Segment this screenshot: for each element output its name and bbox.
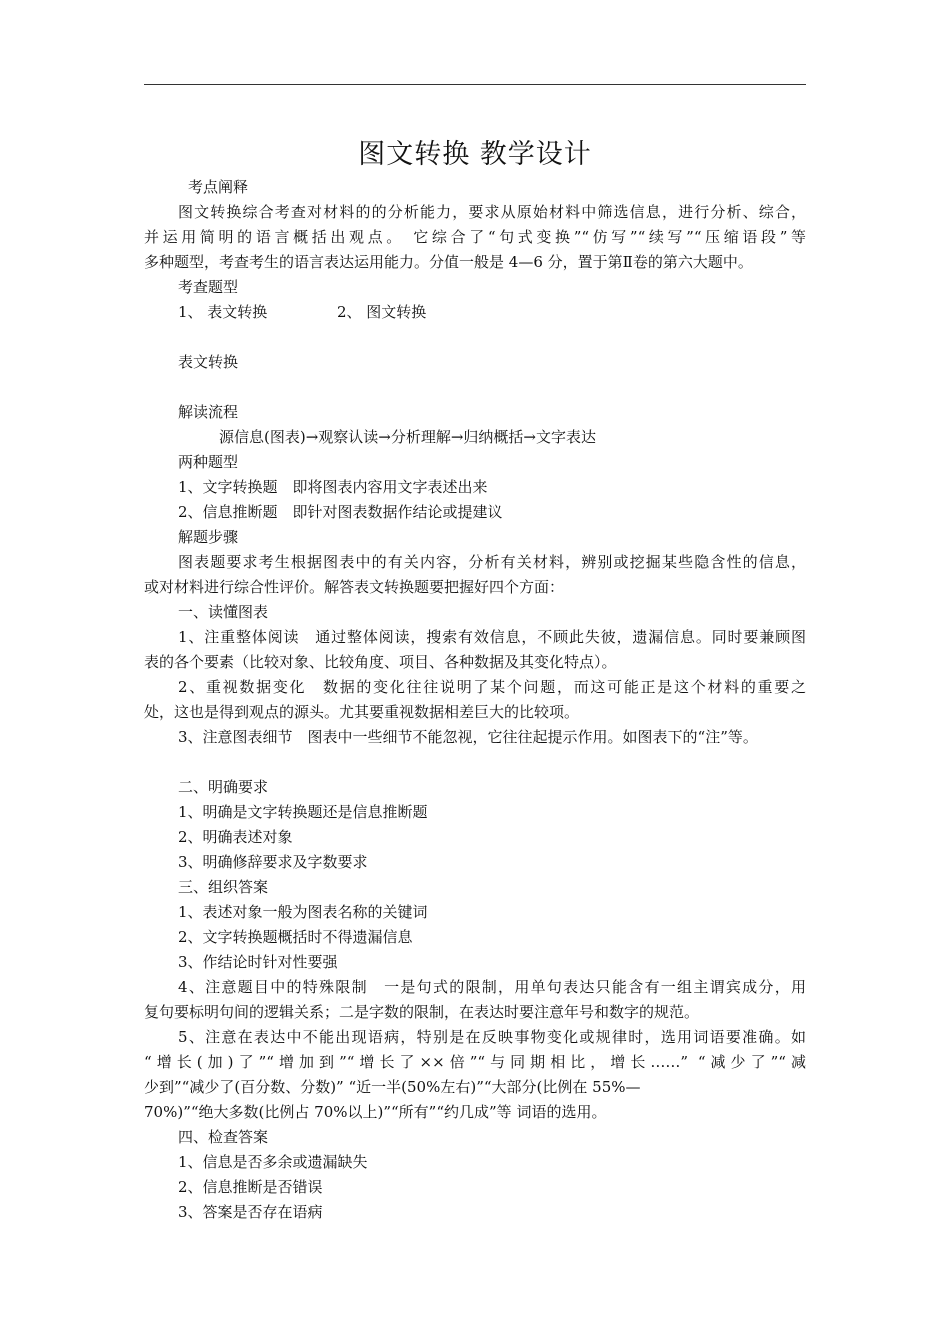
subheading-dudong: 一、读懂图表 <box>178 603 269 621</box>
paragraph-line: 或对材料进行综合性评价。解答表文转换题要把握好四个方面： <box>144 578 565 596</box>
paragraph-line: 4、注意题目中的特殊限制 一是句式的限制，用单句表达只能含有一组主谓宾成分，用 <box>178 978 806 996</box>
subheading-mingque: 二、明确要求 <box>178 778 269 796</box>
paragraph-line: 图文转换综合考查对材料的的分析能力，要求从原始材料中筛选信息，进行分析、综合， <box>178 203 806 221</box>
list-item: 3、明确修辞要求及字数要求 <box>178 853 368 871</box>
paragraph-line: 少到”“减少了(百分数、分数)” “近一半(50%左右)”“大部分(比例在 55%— <box>144 1078 641 1096</box>
paragraph-line: “增长(加)了”“增加到”“增长了××倍”“与同期相比，增长……” “减少了”“减 <box>144 1053 806 1071</box>
list-item: 3、作结论时针对性要强 <box>178 953 338 971</box>
list-item: 1、表述对象一般为图表名称的关键词 <box>178 903 428 921</box>
paragraph-line: 图表题要求考生根据图表中的有关内容，分析有关材料，辨别或挖掘某些隐含性的信息， <box>178 553 806 571</box>
list-item: 2、明确表述对象 <box>178 828 293 846</box>
list-item-type-2: 2、 图文转换 <box>337 303 427 321</box>
subheading-jiancha: 四、检查答案 <box>178 1128 269 1146</box>
section-heading-liangzhong: 两种题型 <box>178 453 239 471</box>
paragraph-line: 多种题型，考查考生的语言表达运用能力。分值一般是 4—6 分，置于第Ⅱ卷的第六大题中。 <box>144 253 753 271</box>
list-item-type-1: 1、 表文转换 <box>178 303 268 321</box>
section-heading-biaowen: 表文转换 <box>178 353 239 371</box>
list-item: 2、文字转换题概括时不得遗漏信息 <box>178 928 413 946</box>
page-title: 图文转换 教学设计 <box>358 139 592 170</box>
subheading-zuzhi: 三、组织答案 <box>178 878 269 896</box>
paragraph-line: 1、注重整体阅读 通过整体阅读，搜索有效信息，不顾此失彼，遗漏信息。同时要兼顾图 <box>178 628 806 646</box>
list-item: 2、信息推断题 即针对图表数据作结论或提建议 <box>178 503 503 521</box>
list-item: 1、信息是否多余或遗漏缺失 <box>178 1153 368 1171</box>
list-item: 3、答案是否存在语病 <box>178 1203 323 1221</box>
section-heading-buzhou: 解题步骤 <box>178 528 239 546</box>
paragraph-line: 表的各个要素（比较对象、比较角度、项目、各种数据及其变化特点）。 <box>144 653 617 671</box>
list-item: 1、明确是文字转换题还是信息推断题 <box>178 803 428 821</box>
section-heading-liucheng: 解读流程 <box>178 403 239 421</box>
list-item: 2、信息推断是否错误 <box>178 1178 323 1196</box>
paragraph-line: 2、重视数据变化 数据的变化往往说明了某个问题，而这可能正是这个材料的重要之 <box>178 678 806 696</box>
paragraph-line: 并运用简明的语言概括出观点。 它综合了“句式变换”“仿写”“续写”“压缩语段”等 <box>144 228 806 246</box>
section-heading-tixing: 考查题型 <box>178 278 239 296</box>
paragraph-line: 复句要标明句间的逻辑关系；二是字数的限制，在表达时要注意年号和数字的规范。 <box>144 1003 700 1021</box>
paragraph-line: 3、注意图表细节 图表中一些细节不能忽视，它往往起提示作用。如图表下的“注”等。 <box>178 728 758 746</box>
section-heading-kaodian: 考点阐释 <box>188 178 249 196</box>
paragraph-line: 处，这也是得到观点的源头。尤其要重视数据相差巨大的比较项。 <box>144 703 580 721</box>
list-item: 1、文字转换题 即将图表内容用文字表述出来 <box>178 478 488 496</box>
paragraph-line: 70%)”“绝大多数(比例占 70%以上)”“所有”“约几成”等 词语的选用。 <box>144 1103 607 1121</box>
flow-line: 源信息(图表)→观察认读→分析理解→归纳概括→文字表达 <box>219 428 596 446</box>
header-rule <box>144 84 806 85</box>
paragraph-line: 5、注意在表达中不能出现语病，特别是在反映事物变化或规律时，选用词语要准确。如 <box>178 1028 806 1046</box>
